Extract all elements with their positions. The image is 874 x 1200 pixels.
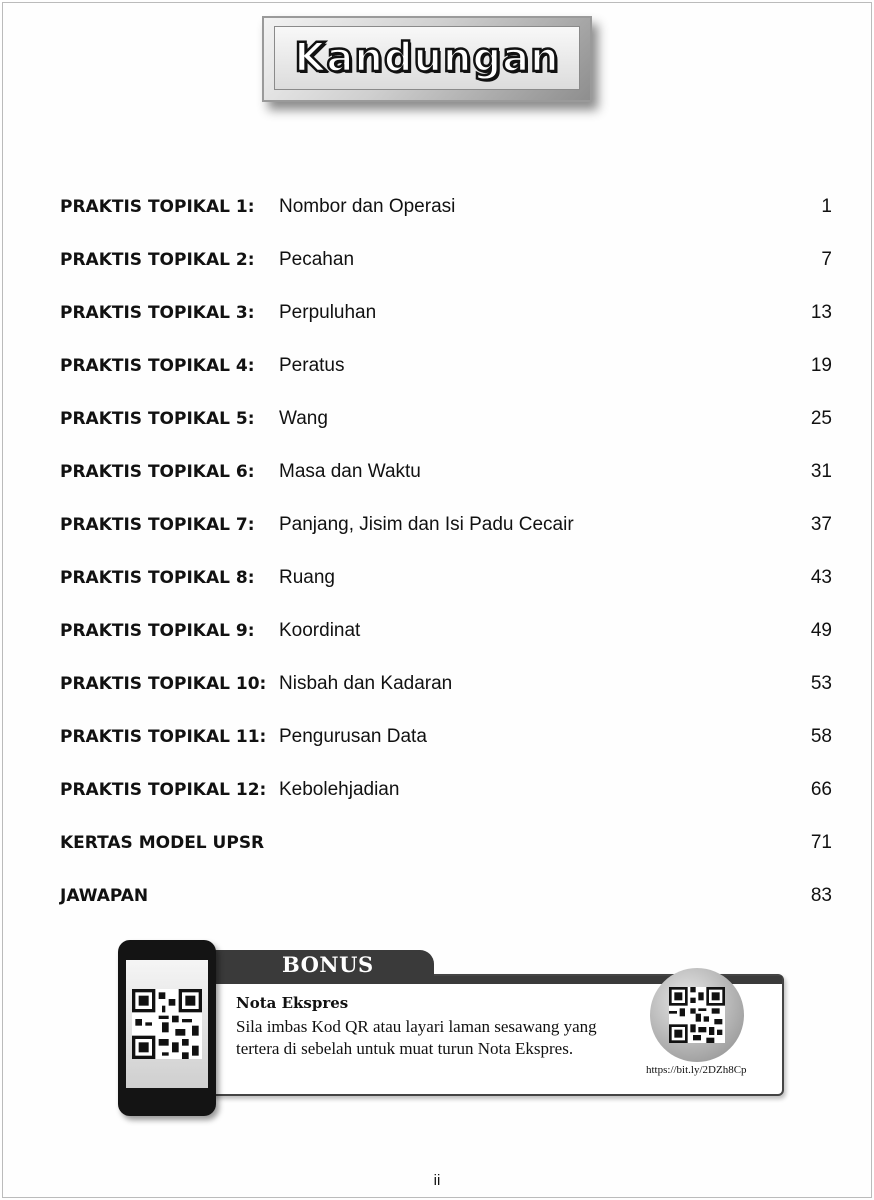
toc-title: Perpuluhan: [279, 302, 377, 323]
toc-row: [0, 289, 874, 342]
toc-label: PRAKTIS TOPIKAL 12:: [60, 780, 267, 800]
page-title: Kandungan: [294, 35, 560, 81]
title-plaque-inner: [274, 26, 580, 90]
toc-title: Nombor dan Operasi: [279, 196, 456, 217]
toc-page-number: 83: [810, 885, 832, 906]
toc-title: Koordinat: [279, 620, 361, 641]
bonus-tab-label: BONUS: [282, 952, 374, 977]
toc-label: PRAKTIS TOPIKAL 8:: [60, 568, 255, 588]
toc-title: Wang: [279, 408, 328, 429]
toc-page-number: 13: [810, 302, 832, 323]
bonus-heading: Nota Ekspres: [236, 994, 349, 1012]
toc-label: JAWAPAN: [60, 886, 149, 906]
toc-row: [0, 395, 874, 448]
bonus-body-text: Sila imbas Kod QR atau layari laman sesawang yang tertera di sebelah untuk muat turun Nota Ekspres.: [236, 1017, 597, 1058]
toc-row: [0, 607, 874, 660]
bonus-tab: [196, 950, 434, 980]
toc-label: PRAKTIS TOPIKAL 3:: [60, 303, 255, 323]
toc-page-number: 25: [810, 408, 832, 429]
toc-label: PRAKTIS TOPIKAL 11:: [60, 727, 267, 747]
toc-page-number: 1: [821, 196, 832, 217]
toc-title: Peratus: [279, 355, 345, 376]
toc-page-number: 71: [810, 832, 832, 853]
toc-title: Pengurusan Data: [279, 726, 427, 747]
toc-row: [0, 713, 874, 766]
toc-label: PRAKTIS TOPIKAL 6:: [60, 462, 255, 482]
toc-row: [0, 872, 874, 925]
toc-label: PRAKTIS TOPIKAL 9:: [60, 621, 255, 641]
toc-row: [0, 554, 874, 607]
toc-label: PRAKTIS TOPIKAL 7:: [60, 515, 255, 535]
smartphone-icon: [118, 940, 216, 1116]
qr-code-icon[interactable]: [650, 968, 744, 1062]
toc-label: PRAKTIS TOPIKAL 4:: [60, 356, 255, 376]
toc-title: Masa dan Waktu: [279, 461, 421, 482]
phone-qr-code-icon: [132, 989, 202, 1059]
toc-page-number: 53: [810, 673, 832, 694]
toc-page-number: 66: [810, 779, 832, 800]
phone-screen: [126, 960, 208, 1088]
toc-title: Pecahan: [279, 249, 355, 270]
toc-title: Ruang: [279, 567, 335, 588]
qr-code-image: [669, 987, 725, 1043]
toc-page-number: 7: [821, 249, 832, 270]
toc-label: KERTAS MODEL UPSR: [60, 833, 265, 853]
toc-row: [0, 766, 874, 819]
toc-title: Panjang, Jisim dan Isi Padu Cecair: [279, 514, 574, 535]
page-number: ii: [433, 1172, 441, 1189]
toc-label: PRAKTIS TOPIKAL 5:: [60, 409, 255, 429]
toc-row: [0, 660, 874, 713]
toc-page-number: 31: [810, 461, 832, 482]
bonus-box: [118, 940, 783, 1120]
toc-row: [0, 819, 874, 872]
toc-page-number: 58: [810, 726, 832, 747]
toc-page-number: 19: [810, 355, 832, 376]
toc-label: PRAKTIS TOPIKAL 1:: [60, 197, 255, 217]
toc-row: [0, 183, 874, 236]
toc-label: PRAKTIS TOPIKAL 2:: [60, 250, 255, 270]
title-plaque: [262, 16, 592, 102]
bonus-url-link[interactable]: https://bit.ly/2DZh8Cp: [646, 1064, 747, 1076]
toc-page-number: 37: [810, 514, 832, 535]
toc-page-number: 49: [810, 620, 832, 641]
toc-title: Nisbah dan Kadaran: [279, 673, 453, 694]
toc-row: [0, 236, 874, 289]
toc-row: [0, 342, 874, 395]
toc-label: PRAKTIS TOPIKAL 10:: [60, 674, 267, 694]
toc-row: [0, 448, 874, 501]
toc-row: [0, 501, 874, 554]
toc-page-number: 43: [810, 567, 832, 588]
toc-title: Kebolehjadian: [279, 779, 400, 800]
